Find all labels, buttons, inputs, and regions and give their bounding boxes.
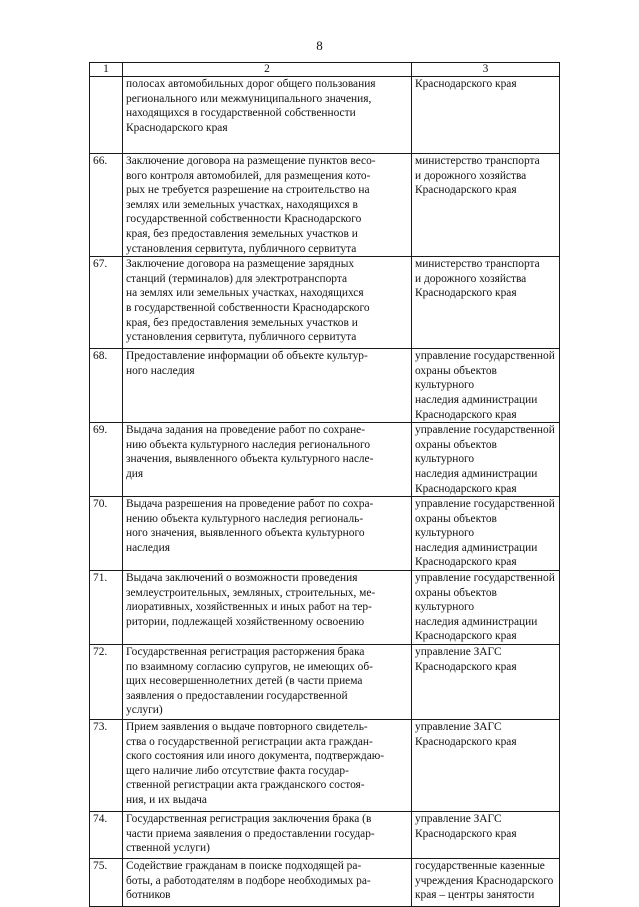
service-description: Прием заявления о выдаче повторного свидетель- ства о государственной регистрации акта граждан- ского состояния или иного документа, подтверждаю- щего наличие либо отсутствие факта государ- ственной регистрации акта гражданского состоя- ния, и их выдача bbox=[123, 720, 412, 812]
table-row bbox=[90, 645, 560, 720]
responsible-agency: Краснодарского края bbox=[412, 77, 560, 154]
service-description: Заключение договора на размещение пунктов весо- вого контроля автомобилей, для размещения кото- рых не требуется разрешение на строительство на землях или земельных участках, находящихся в государственной собственности Краснодарского края, без предоставления земельных участков и установления сервитута, публичного сервитута bbox=[123, 154, 412, 257]
responsible-agency: управление государственной охраны объектов культурного наследия администрации Краснодарского края bbox=[412, 349, 560, 423]
row-number: 66. bbox=[90, 154, 123, 257]
table-row bbox=[90, 349, 560, 423]
column-header-number: 1 bbox=[90, 63, 123, 77]
responsible-agency: управление государственной охраны объектов культурного наследия администрации Краснодарского края bbox=[412, 497, 560, 571]
responsible-agency: управление государственной охраны объектов культурного наследия администрации Краснодарского края bbox=[412, 571, 560, 645]
row-number: 69. bbox=[90, 423, 123, 497]
responsible-agency: министерство транспорта и дорожного хозяйства Краснодарского края bbox=[412, 257, 560, 349]
row-number: 72. bbox=[90, 645, 123, 720]
page-number: 8 bbox=[316, 38, 323, 53]
table-row bbox=[90, 423, 560, 497]
row-number: 71. bbox=[90, 571, 123, 645]
column-header-agency: 3 bbox=[412, 63, 560, 77]
table-row bbox=[90, 154, 560, 257]
service-description: Выдача разрешения на проведение работ по сохра- нению объекта культурного наследия региональ- ного значения, выявленного объекта культурного наследия bbox=[123, 497, 412, 571]
service-description: Предоставление информации об объекте культур- ного наследия bbox=[123, 349, 412, 423]
responsible-agency: государственные казенные учреждения Краснодарского края – центры занятости bbox=[412, 859, 560, 907]
table-row bbox=[90, 571, 560, 645]
row-number: 67. bbox=[90, 257, 123, 349]
responsible-agency: управление ЗАГС Краснодарского края bbox=[412, 645, 560, 720]
service-description: Выдача заключений о возможности проведения землеустроительных, земляных, строительных, ме- лиоративных, хозяйственных и иных работ на тер- ритории, подлежащей хозяйственному освоению bbox=[123, 571, 412, 645]
row-number: 73. bbox=[90, 720, 123, 812]
service-description: Государственная регистрация заключения брака (в части приема заявления о предоставлении государ- ственной услуги) bbox=[123, 812, 412, 859]
service-description: полосах автомобильных дорог общего пользования регионального или межмуниципального значения, находящихся в государственной собственности Краснодарского края bbox=[123, 77, 412, 154]
table-row bbox=[90, 497, 560, 571]
responsible-agency: министерство транспорта и дорожного хозяйства Краснодарского края bbox=[412, 154, 560, 257]
service-description: Заключение договора на размещение зарядных станций (терминалов) для электротранспорта на землях или земельных участках, находящихся в государственной собственности Краснодарского края, без предоставления земельных участков и установления сервитута, публичного сервитута bbox=[123, 257, 412, 349]
table-row bbox=[90, 812, 560, 859]
table-row bbox=[90, 77, 560, 154]
row-number: 75. bbox=[90, 859, 123, 907]
responsible-agency: управление ЗАГС Краснодарского края bbox=[412, 812, 560, 859]
service-description: Выдача задания на проведение работ по сохране- нию объекта культурного наследия регионального значения, выявленного объекта культурного насле- дия bbox=[123, 423, 412, 497]
table-row bbox=[90, 720, 560, 812]
row-number: 68. bbox=[90, 349, 123, 423]
services-table bbox=[89, 62, 560, 907]
row-number bbox=[90, 77, 123, 154]
column-header-service: 2 bbox=[123, 63, 412, 77]
responsible-agency: управление государственной охраны объектов культурного наследия администрации Краснодарского края bbox=[412, 423, 560, 497]
responsible-agency: управление ЗАГС Краснодарского края bbox=[412, 720, 560, 812]
row-number: 70. bbox=[90, 497, 123, 571]
table-header-row bbox=[90, 63, 560, 77]
service-description: Государственная регистрация расторжения брака по взаимному согласию супругов, не имеющих об- щих несовершеннолетних детей (в части приема заявления о предоставлении государственной услуги) bbox=[123, 645, 412, 720]
row-number: 74. bbox=[90, 812, 123, 859]
service-description: Содействие гражданам в поиске подходящей ра- боты, а работодателям в подборе необходимых ра- ботников bbox=[123, 859, 412, 907]
table-row bbox=[90, 859, 560, 907]
table-row bbox=[90, 257, 560, 349]
